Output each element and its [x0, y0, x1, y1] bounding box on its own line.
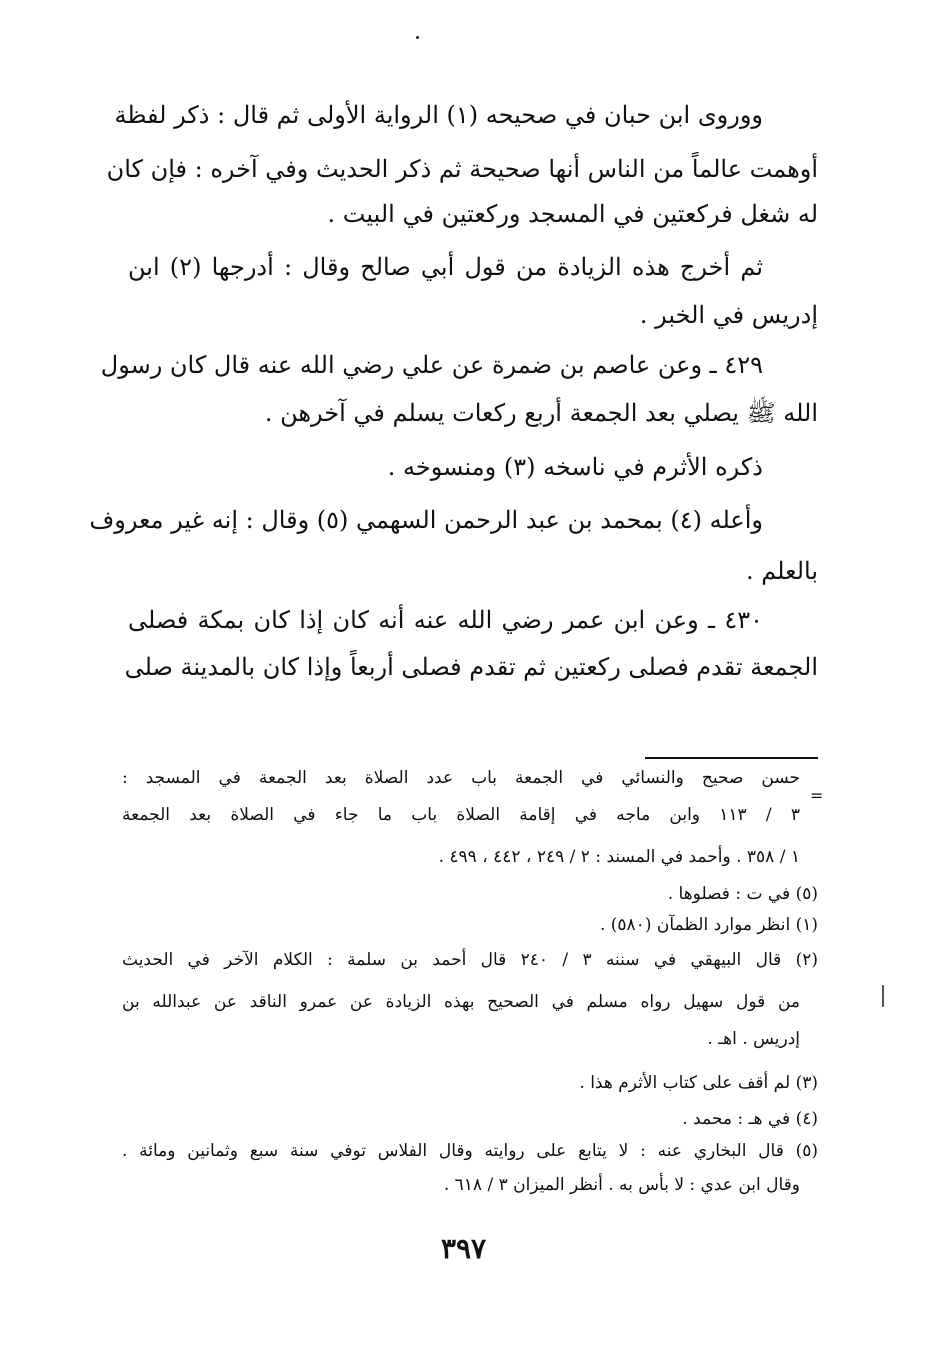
main-line-9: وأعله (٤) بمحمد بن عبد الرحمن السهمي (٥) وقال : إنه غير معروف — [89, 506, 763, 534]
footnote-2-line-3: إدريس . اهـ . — [707, 1029, 800, 1049]
main-line-11: ٤٣٠ ـ وعن ابن عمر رضي الله عنه أنه كان إذا كان بمكة فصلى — [128, 606, 763, 634]
main-line-2: أوهمت عالماً من الناس أنها صحيحة ثم ذكر الحديث وفي آخره : فإن كان — [106, 155, 818, 183]
footnote-2-line-2: من قول سهيل رواه مسلم في الصحيح بهذه الزيادة عن عمرو الناقد عن عبدالله بن — [122, 992, 800, 1012]
footnote-continuation-line-3: ١ / ٣٥٨ . وأحمد في المسند : ٢ / ٢٤٩ ، ٤٤٢ ، ٤٩٩ . — [438, 847, 800, 867]
main-line-3: له شغل فركعتين في المسجد وركعتين في البيت . — [327, 200, 818, 228]
footnote-1: (١) انظر موارد الظمآن (٥٨٠) . — [599, 915, 818, 935]
footnote-continuation-line-2: ٣ / ١١٣ وابن ماجه في إقامة الصلاة باب ما جاء في الصلاة بعد الجمعة — [122, 805, 800, 825]
page-number: ٣٩٧ — [440, 1232, 487, 1265]
main-line-7: الله ﷺ يصلي بعد الجمعة أربع ركعات يسلم في آخرهن . — [264, 399, 818, 427]
footnote-5-line-2: وقال ابن عدي : لا بأس به . أنظر الميزان ٣ / ٦١٨ . — [443, 1175, 800, 1195]
footnote-5-line-1: (٥) قال البخاري عنه : لا يتابع على روايته وقال الفلاس توفي سنة سبع وثمانين ومائة . — [122, 1141, 818, 1161]
margin-mark — [882, 985, 884, 1007]
main-line-1: ووروى ابن حبان في صحيحه (١) الرواية الأولى ثم قال : ذكر لفظة — [114, 101, 763, 129]
footnote-continuation-line-1: حسن صحيح والنسائي في الجمعة باب عدد الصلاة بعد الجمعة في المسجد : — [122, 768, 800, 788]
footnote-4: (٤) في هـ : محمد . — [682, 1109, 818, 1129]
main-line-8: ذكره الأثرم في ناسخه (٣) ومنسوخه . — [387, 453, 763, 481]
main-line-6: ٤٢٩ ـ وعن عاصم بن ضمرة عن علي رضي الله عنه قال كان رسول — [100, 351, 763, 379]
footnote-3: (٣) لم أقف على كتاب الأثرم هذا . — [579, 1073, 818, 1093]
continuation-mark: = — [810, 786, 824, 805]
main-line-10: بالعلم . — [745, 557, 818, 585]
top-dot-mark — [416, 36, 419, 39]
main-line-5: إدريس في الخبر . — [639, 301, 818, 329]
main-line-4: ثم أخرج هذه الزيادة من قول أبي صالح وقال : أدرجها (٢) ابن — [128, 253, 764, 281]
footnote-separator — [645, 757, 818, 759]
footnote-alt-5: (٥) في ت : فصلوها . — [667, 884, 818, 904]
main-line-12: الجمعة تقدم فصلى ركعتين ثم تقدم فصلى أربعاً وإذا كان بالمدينة صلى — [124, 653, 818, 681]
footnote-2-line-1: (٢) قال البيهقي في سننه ٣ / ٢٤٠ قال أحمد بن سلمة : الكلام الآخر في الحديث — [122, 950, 818, 970]
